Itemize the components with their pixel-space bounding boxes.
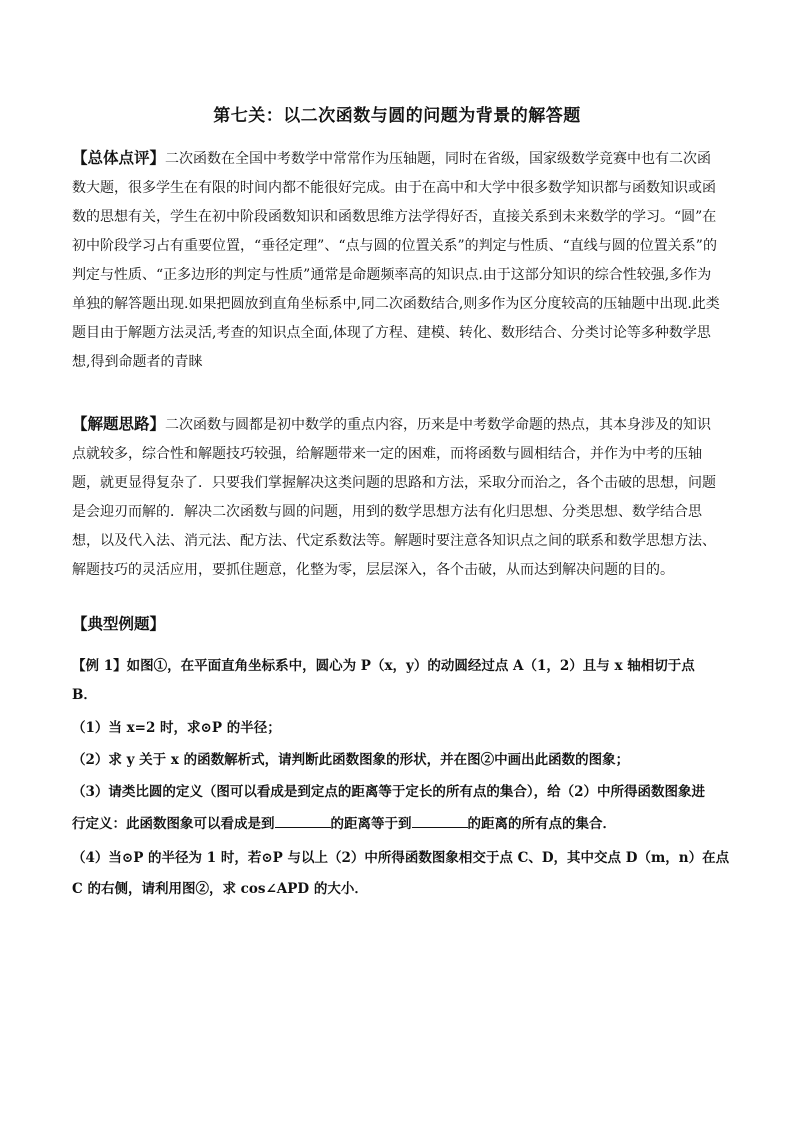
question-4-line-1: （4）当⊙P 的半径为 1 时，若⊙P 与以上（2）中所得函数图象相交于点 C、D，其中交点 D（m，n）在点: [72, 850, 730, 866]
approach-heading: 【解题思路】: [72, 414, 166, 433]
answer-blank-1: [275, 813, 331, 828]
example-1-intro: [72, 652, 724, 710]
example-1-text: 如图①，在平面直角坐标系中，圆心为 P（x，y）的动圆经过点 A（1，2）且与 x 轴相切于点 B．: [72, 658, 695, 703]
question-2: （2）求 y 关于 x 的函数解析式，请判断此函数图象的形状，并在图②中画出此函数的图象；: [72, 752, 630, 768]
approach-section: [72, 409, 724, 585]
question-3-part-2: 的距离等于到: [330, 816, 412, 832]
examples-heading: 【典型例题】: [72, 614, 166, 633]
overview-text: 二次函数在全国中考数学中常常作为压轴题，同时在省级，国家级数学竞赛中也有二次函数大题，很多学生在有限的时间内都不能很好完成。由于在高中和大学中很多数学知识都与函数知识或函数的思想有关，学生在初中阶段函数知识和函数思维方法学得好否，直接关系到未来数学的学习。“圆”在初中阶段学习占有重要位置，“垂径定理”、“点与圆的位置关系”的判定与性质、“直线与圆的位置关系”的判定与性质、“正多边形的判定与性质”通常是命题频率高的知识点.由于这部分知识的综合性较强,多作为单独的解答题出现.如果把圆放到直角坐标系中,同二次函数结合,则多作为区分度较高的压轴题中出现.此类题目由于解题方法灵活,考查的知识点全面,体现了方程、建模、转化、数形结合、分类讨论等多种数学思想,得到命题者的青睐: [72, 151, 720, 370]
answer-blank-2: [412, 813, 468, 828]
question-3-line-1: （3）请类比圆的定义（图可以看成是到定点的距离等于定长的所有点的集合），给（2）中所得函数图象进: [72, 784, 706, 800]
question-3-part-3: 的距离的所有点的集合．: [467, 816, 616, 832]
example-1-label: 【例 1】: [72, 658, 127, 674]
overview-heading: 【总体点评】: [72, 148, 166, 167]
page-title: 第七关：以二次函数与圆的问题为背景的解答题: [213, 106, 581, 126]
overview-section: [72, 143, 724, 377]
question-1: （1）当 x=2 时，求⊙P 的半径；: [72, 720, 281, 736]
question-4-line-2: C 的右侧，请利用图②，求 cos∠APD 的大小．: [72, 881, 368, 897]
approach-text: 二次函数与圆都是初中数学的重点内容，历来是中考数学命题的热点，其本身涉及的知识点就较多，综合性和解题技巧较强，给解题带来一定的困难，而将函数与圆相结合，并作为中考的压轴题，就更显得复杂了．只要我们掌握解决这类问题的思路和方法，采取分而治之，各个击破的思想，问题是会迎刃而解的．解决二次函数与圆的问题，用到的数学思想方法有化归思想、分类思想、数学结合思想，以及代入法、消元法、配方法、代定系数法等。解题时要注意各知识点之间的联系和数学思想方法、解题技巧的灵活应用，要抓住题意，化整为零，层层深入，各个击破，从而达到解决问题的目的。: [72, 417, 716, 578]
question-3-line-2: [72, 812, 724, 832]
question-3-part-1: 行定义：此函数图象可以看成是到: [72, 816, 275, 832]
